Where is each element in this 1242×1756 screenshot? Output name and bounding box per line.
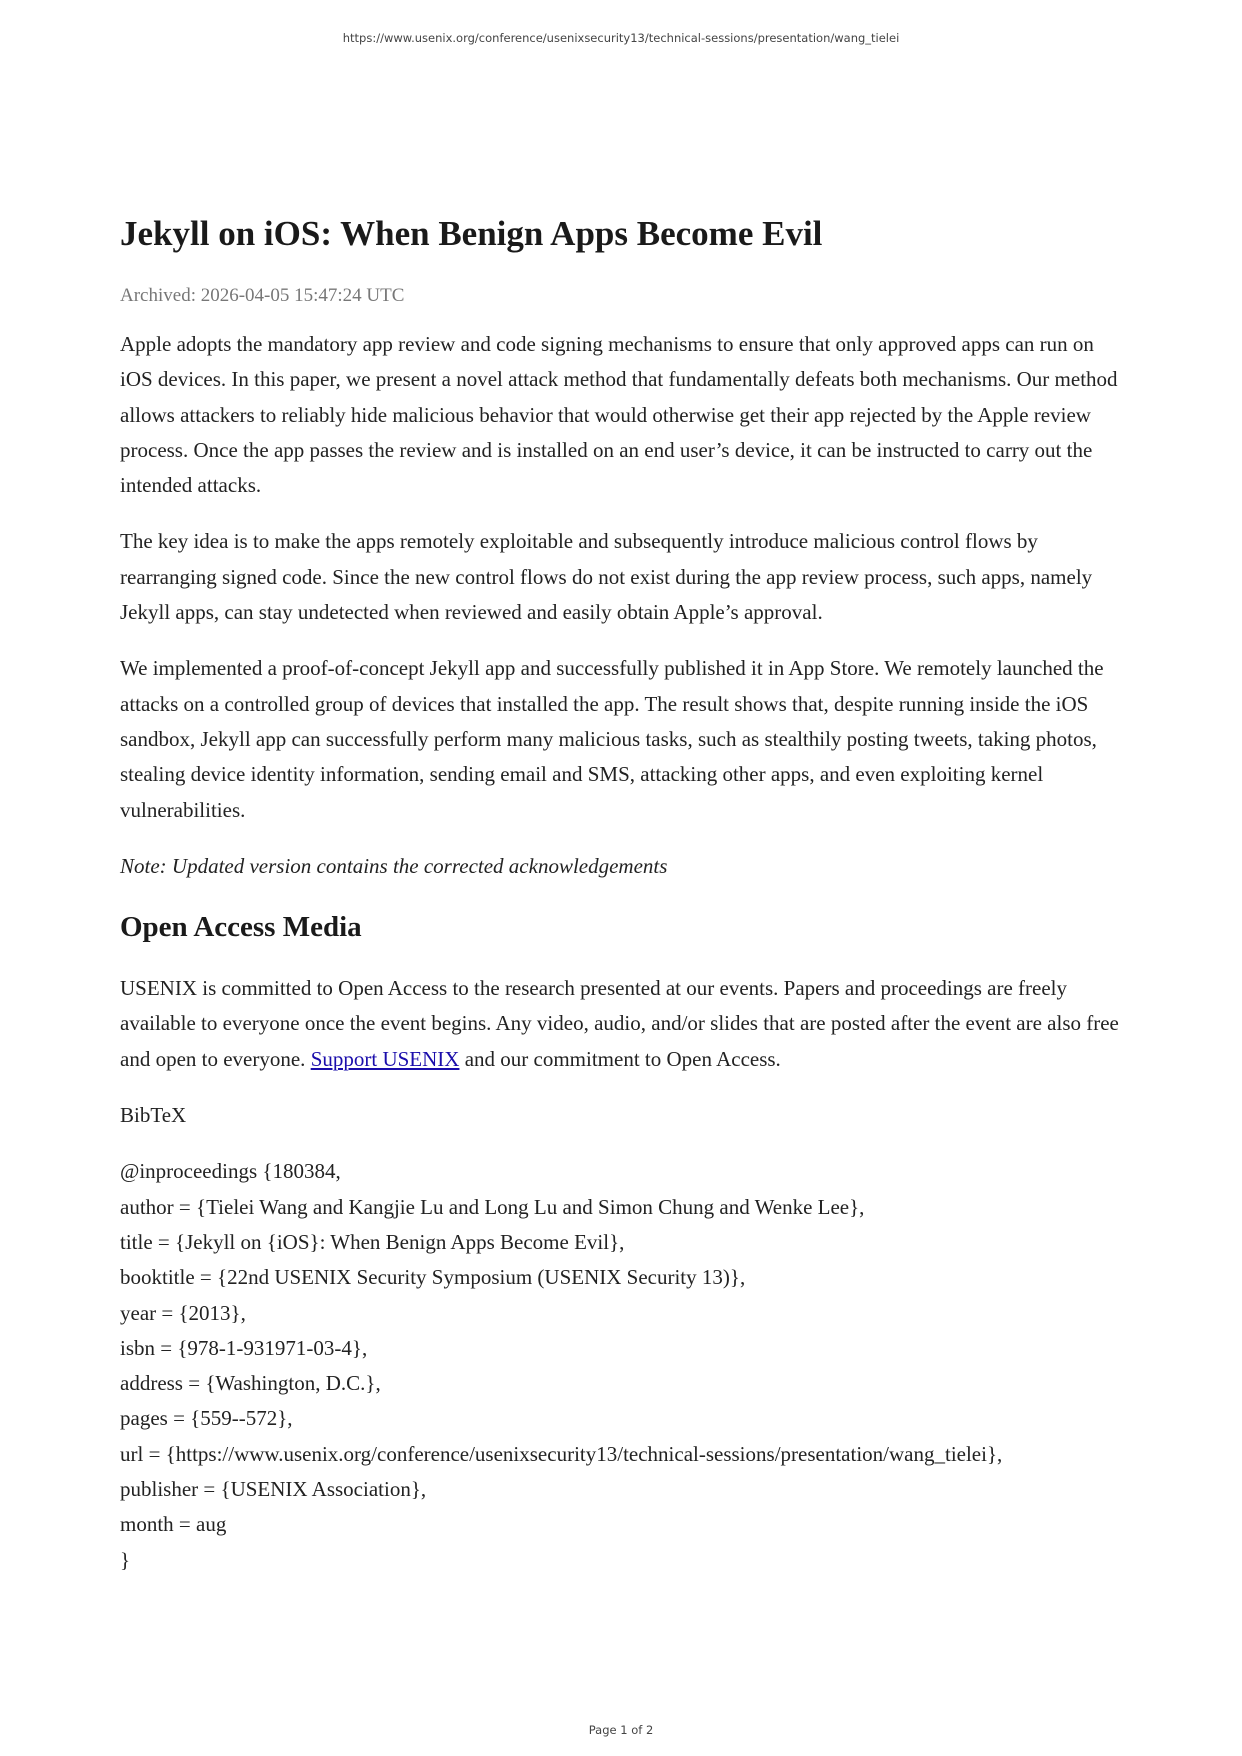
support-usenix-link[interactable]: Support USENIX bbox=[310, 1046, 460, 1071]
archived-timestamp: Archived: 2026-04-05 15:47:24 UTC bbox=[120, 285, 405, 306]
bibtex-line: publisher = {USENIX Association}, bbox=[120, 1477, 427, 1502]
page-url-header: https://www.usenix.org/conference/usenixsecurity13/technical-sessions/presentation/wang_tielei bbox=[342, 31, 900, 45]
article-title: Jekyll on iOS: When Benign Apps Become Evil bbox=[120, 214, 823, 253]
bibtex-line: address = {Washington, D.C.}, bbox=[120, 1371, 381, 1396]
bibtex-line: @inproceedings {180384, bbox=[120, 1159, 341, 1184]
bibtex-line: pages = {559--572}, bbox=[120, 1406, 293, 1431]
bibtex-label: BibTeX bbox=[120, 1103, 187, 1128]
abstract-paragraph: Apple adopts the mandatory app review and code signing mechanisms to ensure that only approved apps can run on iOS devices. In this paper, we present a novel attack method that fundamentally defeats both mechanisms. Our method allows attackers to reliably hide malicious behavior that would otherwise get their app rejected by the Apple review process. Once the app passes the review and is installed on an end user’s device, it can be instructed to carry out the intended attacks. bbox=[120, 332, 1118, 498]
bibtex-line: isbn = {978-1-931971-03-4}, bbox=[120, 1335, 368, 1360]
abstract-paragraph: We implemented a proof-of-concept Jekyll app and successfully published it in App Store. We remotely launched the attacks on a controlled group of devices that installed the app. The result shows that, despite running inside the iOS sandbox, Jekyll app can successfully perform many malicious tasks, such as stealthily posting tweets, taking photos, stealing device identity information, sending email and SMS, attacking other apps, and even exploiting kernel vulnerabilities. bbox=[120, 656, 1104, 822]
bibtex-line: booktitle = {22nd USENIX Security Symposium (USENIX Security 13)}, bbox=[120, 1265, 746, 1290]
bibtex-line: month = aug bbox=[120, 1512, 227, 1537]
open-access-paragraph bbox=[120, 971, 1130, 1077]
bibtex-line: author = {Tielei Wang and Kangjie Lu and Long Lu and Simon Chung and Wenke Lee}, bbox=[120, 1194, 865, 1219]
abstract-paragraph: The key idea is to make the apps remotely exploitable and subsequently introduce malicious control flows by rearranging signed code. Since the new control flows do not exist during the app review process, such apps, namely Jekyll apps, can stay undetected when reviewed and easily obtain Apple’s approval. bbox=[120, 529, 1093, 625]
bibtex-entry bbox=[120, 1154, 1130, 1578]
open-access-heading: Open Access Media bbox=[120, 911, 362, 944]
bibtex-line: } bbox=[120, 1547, 131, 1572]
page-number-footer: Page 1 of 2 bbox=[588, 1723, 654, 1737]
bibtex-line: url = {https://www.usenix.org/conference/usenixsecurity13/technical-sessions/presentation/wang_tielei}, bbox=[120, 1441, 1003, 1466]
bibtex-line: title = {Jekyll on {iOS}: When Benign Apps Become Evil}, bbox=[120, 1229, 625, 1254]
open-access-text-end: and our commitment to Open Access. bbox=[459, 1046, 781, 1071]
article-content bbox=[120, 212, 1130, 1578]
open-access-text: USENIX is committed to Open Access to the research presented at our events. Papers and proceedings are freely available to everyone once the event begins. Any video, audio, and/or slides that are posted after the event are also free and open to everyone. bbox=[120, 976, 1119, 1071]
bibtex-line: year = {2013}, bbox=[120, 1300, 246, 1325]
update-note: Note: Updated version contains the corrected acknowledgements bbox=[120, 853, 668, 878]
